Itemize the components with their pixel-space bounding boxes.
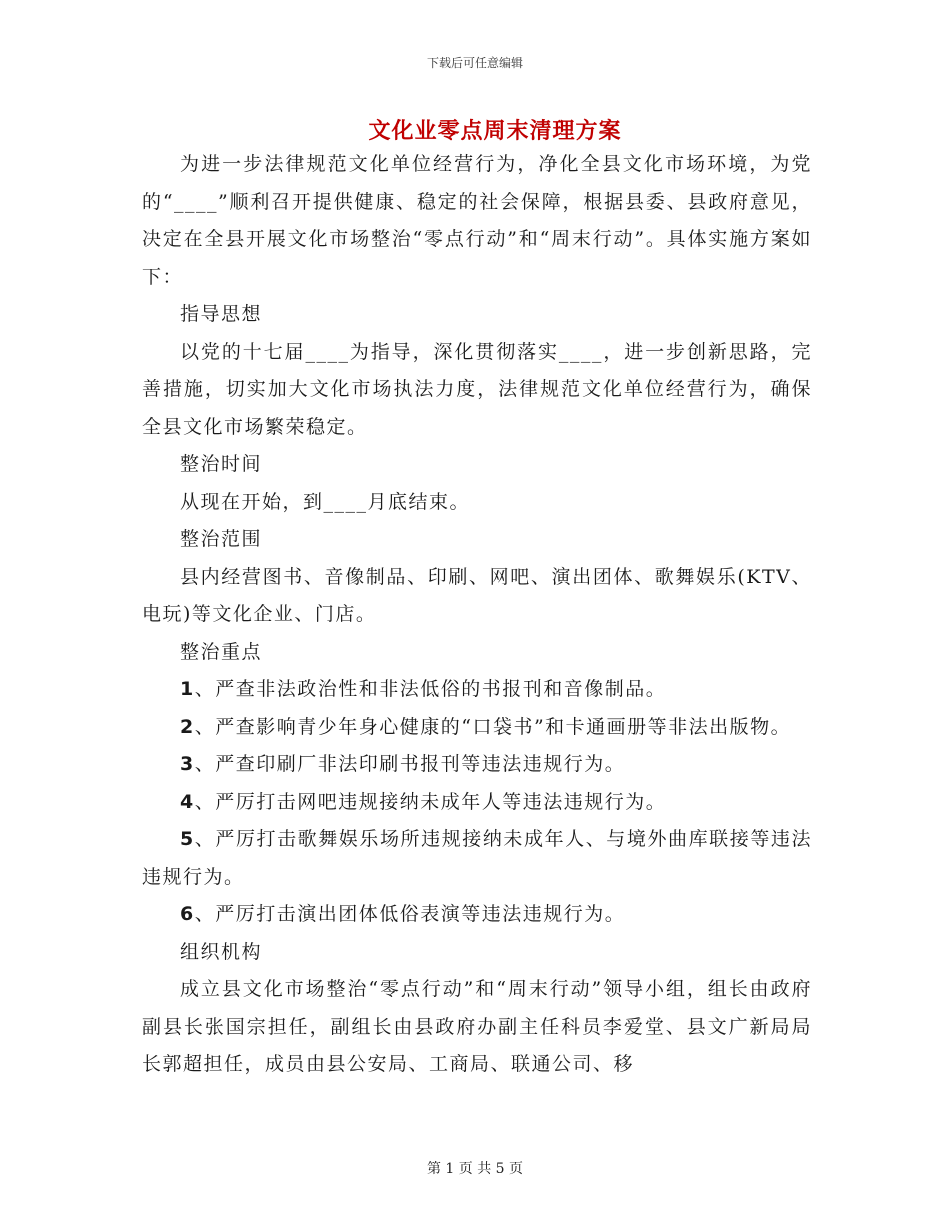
document-body xyxy=(142,146,812,1084)
intro-paragraph: 为进一步法律规范文化单位经营行为，净化全县文化市场环境，为党的“____”顺利召开提供健康、稳定的社会保障，根据县委、县政府意见，决定在全县开展文化市场整治“零点行动”和“周末行动”。具体实施方案如下： xyxy=(142,153,812,288)
focus-item xyxy=(142,821,812,896)
focus-item-text: 、严查印刷厂非法印刷书报刊等违法违规行为。 xyxy=(194,753,626,775)
focus-item xyxy=(142,746,812,784)
focus-item-number: 1 xyxy=(180,678,195,700)
section-heading-guiding: 指导思想 xyxy=(180,303,263,325)
focus-item xyxy=(142,709,812,747)
focus-item-text: 、严查非法政治性和非法低俗的书报刊和音像制品。 xyxy=(194,678,667,700)
page-number: 第 1 页 共 5 页 xyxy=(426,1161,524,1177)
focus-item xyxy=(142,784,812,822)
focus-item-text: 、严厉打击演出团体低俗表演等违法违规行为。 xyxy=(194,903,626,925)
section-heading-scope: 整治范围 xyxy=(180,528,263,550)
focus-item-number: 4 xyxy=(180,790,195,813)
scope-paragraph: 县内经营图书、音像制品、印刷、网吧、演出团体、歌舞娱乐(KTV、电玩)等文化企业、门店。 xyxy=(142,565,812,625)
focus-item-number: 5 xyxy=(180,828,195,850)
org-paragraph: 成立县文化市场整治“零点行动”和“周末行动”领导小组，组长由政府副县长张国宗担任，副组长由县政府办副主任科员李爱堂、县文广新局局长郭超担任，成员由县公安局、工商局、联通公司、移 xyxy=(142,978,812,1075)
guiding-paragraph: 以党的十七届____为指导，深化贯彻落实____，进一步创新思路，完善措施，切实加大文化市场执法力度，法律规范文化单位经营行为，确保全县文化市场繁荣稳定。 xyxy=(142,340,812,438)
focus-item xyxy=(142,896,812,934)
focus-item xyxy=(142,671,812,709)
focus-item-number: 6 xyxy=(180,903,195,925)
document-title: 文化业零点周末清理方案 xyxy=(368,118,622,144)
focus-item-number: 3 xyxy=(180,753,195,775)
focus-item-text: 、严厉打击网吧违规接纳未成年人等违法违规行为。 xyxy=(194,790,667,813)
focus-item-number: 2 xyxy=(180,715,195,738)
section-heading-org: 组织机构 xyxy=(180,940,263,963)
header-note: 下载后可任意编辑 xyxy=(426,56,523,70)
section-heading-focus: 整治重点 xyxy=(180,640,263,663)
section-heading-time: 整治时间 xyxy=(180,453,263,475)
focus-item-text: 、严厉打击歌舞娱乐场所违规接纳未成年人、与境外曲库联接等违法违规行为。 xyxy=(142,828,812,888)
focus-item-text: 、严查影响青少年身心健康的“口袋书”和卡通画册等非法出版物。 xyxy=(194,715,792,738)
time-paragraph: 从现在开始，到____月底结束。 xyxy=(180,490,471,513)
